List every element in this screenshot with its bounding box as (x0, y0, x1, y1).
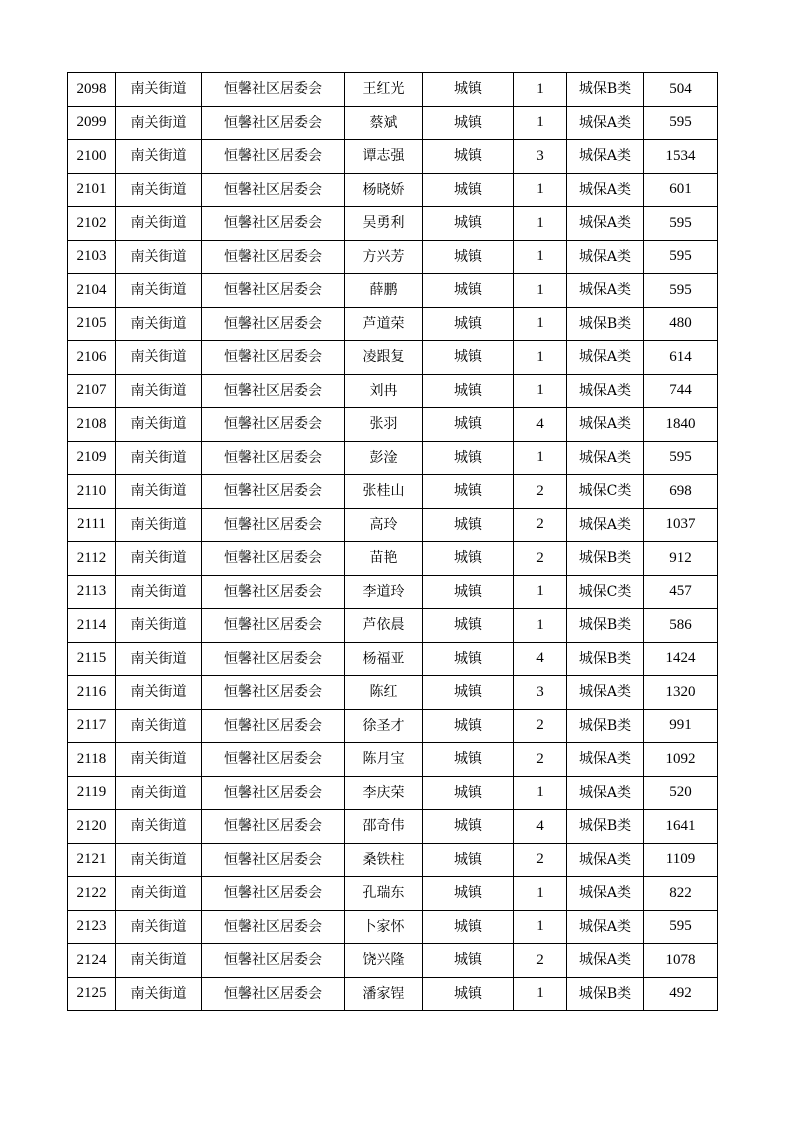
name-cell: 芦依晨 (345, 609, 423, 643)
table-body (68, 73, 718, 1011)
subdistrict-cell: 南关街道 (116, 140, 202, 174)
category-cell: 城保A类 (567, 843, 644, 877)
household-type-cell: 城镇 (423, 676, 514, 710)
row-number-cell: 2100 (68, 140, 116, 174)
community-cell: 恒馨社区居委会 (202, 274, 345, 308)
category-cell: 城保A类 (567, 508, 644, 542)
household-type-cell: 城镇 (423, 944, 514, 978)
subdistrict-cell: 南关街道 (116, 810, 202, 844)
subdistrict-cell: 南关街道 (116, 508, 202, 542)
member-count-cell: 4 (514, 408, 567, 442)
amount-cell: 595 (644, 207, 718, 241)
table-row (68, 676, 718, 710)
table-row (68, 240, 718, 274)
category-cell: 城保A类 (567, 408, 644, 442)
name-cell: 徐圣才 (345, 709, 423, 743)
row-number-cell: 2101 (68, 173, 116, 207)
table-row (68, 441, 718, 475)
row-number-cell: 2098 (68, 73, 116, 107)
member-count-cell: 1 (514, 173, 567, 207)
row-number-cell: 2125 (68, 977, 116, 1011)
household-type-cell: 城镇 (423, 843, 514, 877)
category-cell: 城保B类 (567, 609, 644, 643)
category-cell: 城保A类 (567, 877, 644, 911)
household-type-cell: 城镇 (423, 140, 514, 174)
member-count-cell: 2 (514, 843, 567, 877)
row-number-cell: 2122 (68, 877, 116, 911)
category-cell: 城保A类 (567, 944, 644, 978)
household-type-cell: 城镇 (423, 709, 514, 743)
household-type-cell: 城镇 (423, 877, 514, 911)
category-cell: 城保B类 (567, 542, 644, 576)
name-cell: 李庆荣 (345, 776, 423, 810)
subdistrict-cell: 南关街道 (116, 944, 202, 978)
subdistrict-cell: 南关街道 (116, 240, 202, 274)
community-cell: 恒馨社区居委会 (202, 240, 345, 274)
community-cell: 恒馨社区居委会 (202, 307, 345, 341)
row-number-cell: 2105 (68, 307, 116, 341)
name-cell: 桑铁柱 (345, 843, 423, 877)
amount-cell: 1641 (644, 810, 718, 844)
name-cell: 吴勇利 (345, 207, 423, 241)
household-type-cell: 城镇 (423, 810, 514, 844)
name-cell: 王红光 (345, 73, 423, 107)
household-type-cell: 城镇 (423, 977, 514, 1011)
table-row (68, 207, 718, 241)
household-type-cell: 城镇 (423, 274, 514, 308)
community-cell: 恒馨社区居委会 (202, 910, 345, 944)
row-number-cell: 2124 (68, 944, 116, 978)
member-count-cell: 1 (514, 776, 567, 810)
household-type-cell: 城镇 (423, 475, 514, 509)
community-cell: 恒馨社区居委会 (202, 508, 345, 542)
amount-cell: 1109 (644, 843, 718, 877)
row-number-cell: 2120 (68, 810, 116, 844)
amount-cell: 595 (644, 274, 718, 308)
amount-cell: 1092 (644, 743, 718, 777)
household-type-cell: 城镇 (423, 73, 514, 107)
community-cell: 恒馨社区居委会 (202, 73, 345, 107)
amount-cell: 1534 (644, 140, 718, 174)
row-number-cell: 2103 (68, 240, 116, 274)
row-number-cell: 2099 (68, 106, 116, 140)
member-count-cell: 1 (514, 274, 567, 308)
community-cell: 恒馨社区居委会 (202, 843, 345, 877)
row-number-cell: 2111 (68, 508, 116, 542)
amount-cell: 595 (644, 441, 718, 475)
community-cell: 恒馨社区居委会 (202, 341, 345, 375)
household-type-cell: 城镇 (423, 408, 514, 442)
table-row (68, 140, 718, 174)
community-cell: 恒馨社区居委会 (202, 106, 345, 140)
member-count-cell: 1 (514, 609, 567, 643)
table-row (68, 106, 718, 140)
subdistrict-cell: 南关街道 (116, 374, 202, 408)
amount-cell: 744 (644, 374, 718, 408)
name-cell: 张羽 (345, 408, 423, 442)
member-count-cell: 1 (514, 341, 567, 375)
community-cell: 恒馨社区居委会 (202, 743, 345, 777)
row-number-cell: 2118 (68, 743, 116, 777)
name-cell: 杨晓娇 (345, 173, 423, 207)
category-cell: 城保A类 (567, 743, 644, 777)
table-row (68, 475, 718, 509)
subdistrict-cell: 南关街道 (116, 910, 202, 944)
category-cell: 城保A类 (567, 140, 644, 174)
row-number-cell: 2117 (68, 709, 116, 743)
household-type-cell: 城镇 (423, 240, 514, 274)
community-cell: 恒馨社区居委会 (202, 575, 345, 609)
name-cell: 邵奇伟 (345, 810, 423, 844)
community-cell: 恒馨社区居委会 (202, 542, 345, 576)
subdistrict-cell: 南关街道 (116, 441, 202, 475)
table-row (68, 709, 718, 743)
member-count-cell: 1 (514, 73, 567, 107)
table-row (68, 843, 718, 877)
member-count-cell: 1 (514, 307, 567, 341)
household-type-cell: 城镇 (423, 642, 514, 676)
member-count-cell: 2 (514, 709, 567, 743)
name-cell: 薛鹏 (345, 274, 423, 308)
table-row (68, 609, 718, 643)
member-count-cell: 4 (514, 642, 567, 676)
amount-cell: 601 (644, 173, 718, 207)
amount-cell: 595 (644, 106, 718, 140)
subdistrict-cell: 南关街道 (116, 207, 202, 241)
community-cell: 恒馨社区居委会 (202, 709, 345, 743)
row-number-cell: 2116 (68, 676, 116, 710)
community-cell: 恒馨社区居委会 (202, 173, 345, 207)
name-cell: 卜家怀 (345, 910, 423, 944)
row-number-cell: 2115 (68, 642, 116, 676)
household-type-cell: 城镇 (423, 374, 514, 408)
table-row (68, 307, 718, 341)
table-row (68, 575, 718, 609)
amount-cell: 991 (644, 709, 718, 743)
member-count-cell: 1 (514, 240, 567, 274)
community-cell: 恒馨社区居委会 (202, 408, 345, 442)
name-cell: 陈月宝 (345, 743, 423, 777)
category-cell: 城保B类 (567, 977, 644, 1011)
amount-cell: 698 (644, 475, 718, 509)
household-type-cell: 城镇 (423, 207, 514, 241)
household-type-cell: 城镇 (423, 910, 514, 944)
subdistrict-cell: 南关街道 (116, 877, 202, 911)
name-cell: 凌跟复 (345, 341, 423, 375)
community-cell: 恒馨社区居委会 (202, 140, 345, 174)
community-cell: 恒馨社区居委会 (202, 810, 345, 844)
category-cell: 城保B类 (567, 810, 644, 844)
member-count-cell: 4 (514, 810, 567, 844)
category-cell: 城保B类 (567, 709, 644, 743)
name-cell: 方兴芳 (345, 240, 423, 274)
benefit-list-table (67, 72, 718, 1011)
category-cell: 城保A类 (567, 173, 644, 207)
member-count-cell: 3 (514, 676, 567, 710)
table-row (68, 944, 718, 978)
subdistrict-cell: 南关街道 (116, 307, 202, 341)
name-cell: 孔瑞东 (345, 877, 423, 911)
community-cell: 恒馨社区居委会 (202, 374, 345, 408)
row-number-cell: 2108 (68, 408, 116, 442)
member-count-cell: 2 (514, 542, 567, 576)
category-cell: 城保B类 (567, 642, 644, 676)
member-count-cell: 2 (514, 944, 567, 978)
amount-cell: 595 (644, 240, 718, 274)
amount-cell: 822 (644, 877, 718, 911)
subdistrict-cell: 南关街道 (116, 843, 202, 877)
community-cell: 恒馨社区居委会 (202, 776, 345, 810)
table-row (68, 743, 718, 777)
member-count-cell: 1 (514, 441, 567, 475)
community-cell: 恒馨社区居委会 (202, 642, 345, 676)
row-number-cell: 2102 (68, 207, 116, 241)
name-cell: 彭淦 (345, 441, 423, 475)
member-count-cell: 1 (514, 575, 567, 609)
subdistrict-cell: 南关街道 (116, 709, 202, 743)
amount-cell: 492 (644, 977, 718, 1011)
subdistrict-cell: 南关街道 (116, 274, 202, 308)
household-type-cell: 城镇 (423, 106, 514, 140)
table-row (68, 977, 718, 1011)
name-cell: 李道玲 (345, 575, 423, 609)
amount-cell: 586 (644, 609, 718, 643)
community-cell: 恒馨社区居委会 (202, 441, 345, 475)
row-number-cell: 2104 (68, 274, 116, 308)
amount-cell: 1840 (644, 408, 718, 442)
household-type-cell: 城镇 (423, 341, 514, 375)
name-cell: 谭志强 (345, 140, 423, 174)
community-cell: 恒馨社区居委会 (202, 475, 345, 509)
table-row (68, 877, 718, 911)
member-count-cell: 1 (514, 106, 567, 140)
row-number-cell: 2106 (68, 341, 116, 375)
amount-cell: 520 (644, 776, 718, 810)
row-number-cell: 2114 (68, 609, 116, 643)
table-row (68, 341, 718, 375)
household-type-cell: 城镇 (423, 575, 514, 609)
table-row (68, 274, 718, 308)
subdistrict-cell: 南关街道 (116, 106, 202, 140)
subdistrict-cell: 南关街道 (116, 575, 202, 609)
row-number-cell: 2113 (68, 575, 116, 609)
row-number-cell: 2119 (68, 776, 116, 810)
community-cell: 恒馨社区居委会 (202, 944, 345, 978)
amount-cell: 1078 (644, 944, 718, 978)
row-number-cell: 2121 (68, 843, 116, 877)
household-type-cell: 城镇 (423, 776, 514, 810)
subdistrict-cell: 南关街道 (116, 408, 202, 442)
household-type-cell: 城镇 (423, 307, 514, 341)
category-cell: 城保A类 (567, 207, 644, 241)
row-number-cell: 2123 (68, 910, 116, 944)
member-count-cell: 1 (514, 374, 567, 408)
category-cell: 城保A类 (567, 106, 644, 140)
name-cell: 张桂山 (345, 475, 423, 509)
name-cell: 刘冉 (345, 374, 423, 408)
member-count-cell: 2 (514, 508, 567, 542)
household-type-cell: 城镇 (423, 173, 514, 207)
subdistrict-cell: 南关街道 (116, 475, 202, 509)
subdistrict-cell: 南关街道 (116, 743, 202, 777)
name-cell: 杨福亚 (345, 642, 423, 676)
subdistrict-cell: 南关街道 (116, 676, 202, 710)
amount-cell: 595 (644, 910, 718, 944)
category-cell: 城保A类 (567, 676, 644, 710)
name-cell: 陈红 (345, 676, 423, 710)
subdistrict-cell: 南关街道 (116, 341, 202, 375)
category-cell: 城保C类 (567, 475, 644, 509)
amount-cell: 912 (644, 542, 718, 576)
category-cell: 城保A类 (567, 374, 644, 408)
community-cell: 恒馨社区居委会 (202, 877, 345, 911)
category-cell: 城保A类 (567, 441, 644, 475)
subdistrict-cell: 南关街道 (116, 73, 202, 107)
table-row (68, 810, 718, 844)
name-cell: 潘家锃 (345, 977, 423, 1011)
community-cell: 恒馨社区居委会 (202, 977, 345, 1011)
amount-cell: 457 (644, 575, 718, 609)
household-type-cell: 城镇 (423, 542, 514, 576)
member-count-cell: 3 (514, 140, 567, 174)
table-row (68, 542, 718, 576)
amount-cell: 504 (644, 73, 718, 107)
member-count-cell: 2 (514, 743, 567, 777)
category-cell: 城保B类 (567, 73, 644, 107)
amount-cell: 1037 (644, 508, 718, 542)
table-row (68, 374, 718, 408)
table-row (68, 776, 718, 810)
name-cell: 高玲 (345, 508, 423, 542)
name-cell: 蔡斌 (345, 106, 423, 140)
category-cell: 城保A类 (567, 341, 644, 375)
table-row (68, 408, 718, 442)
row-number-cell: 2110 (68, 475, 116, 509)
member-count-cell: 1 (514, 977, 567, 1011)
household-type-cell: 城镇 (423, 508, 514, 542)
name-cell: 芦道荣 (345, 307, 423, 341)
community-cell: 恒馨社区居委会 (202, 676, 345, 710)
category-cell: 城保A类 (567, 240, 644, 274)
row-number-cell: 2112 (68, 542, 116, 576)
table-row (68, 73, 718, 107)
member-count-cell: 1 (514, 910, 567, 944)
table-row (68, 508, 718, 542)
category-cell: 城保A类 (567, 776, 644, 810)
community-cell: 恒馨社区居委会 (202, 207, 345, 241)
table-row (68, 910, 718, 944)
subdistrict-cell: 南关街道 (116, 642, 202, 676)
table-row (68, 642, 718, 676)
amount-cell: 480 (644, 307, 718, 341)
household-type-cell: 城镇 (423, 743, 514, 777)
row-number-cell: 2107 (68, 374, 116, 408)
subdistrict-cell: 南关街道 (116, 776, 202, 810)
member-count-cell: 2 (514, 475, 567, 509)
household-type-cell: 城镇 (423, 609, 514, 643)
amount-cell: 1320 (644, 676, 718, 710)
household-type-cell: 城镇 (423, 441, 514, 475)
community-cell: 恒馨社区居委会 (202, 609, 345, 643)
member-count-cell: 1 (514, 207, 567, 241)
subdistrict-cell: 南关街道 (116, 173, 202, 207)
member-count-cell: 1 (514, 877, 567, 911)
subdistrict-cell: 南关街道 (116, 977, 202, 1011)
row-number-cell: 2109 (68, 441, 116, 475)
category-cell: 城保B类 (567, 307, 644, 341)
category-cell: 城保C类 (567, 575, 644, 609)
name-cell: 苗艳 (345, 542, 423, 576)
category-cell: 城保A类 (567, 910, 644, 944)
name-cell: 饶兴隆 (345, 944, 423, 978)
subdistrict-cell: 南关街道 (116, 609, 202, 643)
amount-cell: 614 (644, 341, 718, 375)
category-cell: 城保A类 (567, 274, 644, 308)
amount-cell: 1424 (644, 642, 718, 676)
subdistrict-cell: 南关街道 (116, 542, 202, 576)
table-row (68, 173, 718, 207)
